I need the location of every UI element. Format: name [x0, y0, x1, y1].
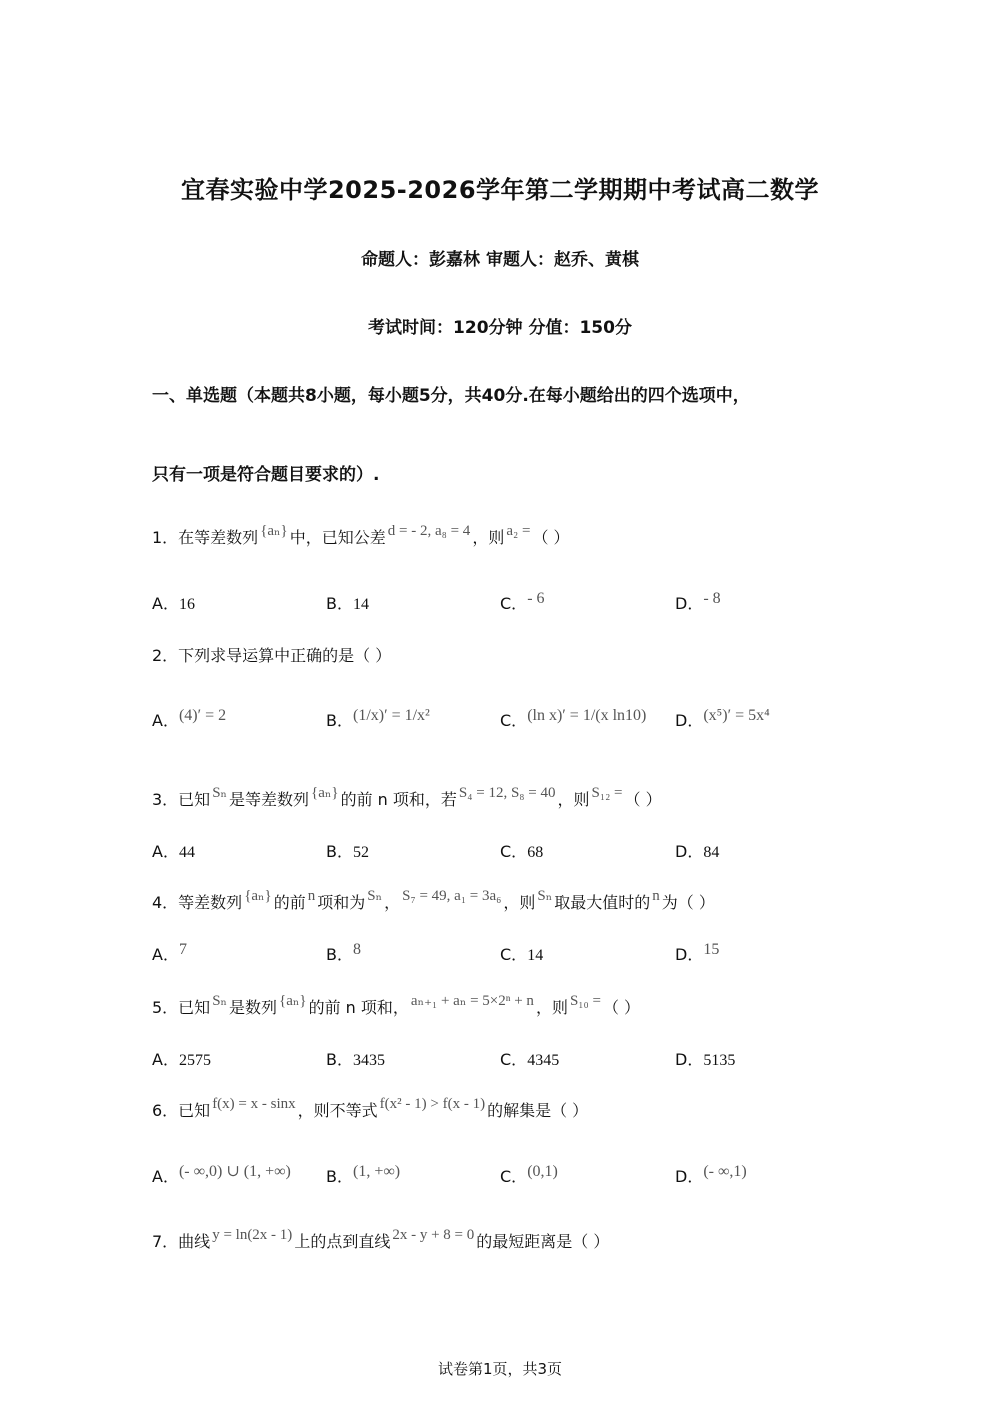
q2-text: 2．下列求导运算中正确的是（ ） [152, 646, 392, 665]
authors-line: 命题人：彭嘉林 审题人：赵乔、黄棋 [361, 250, 639, 270]
q5-option-c: C．4345 [500, 1050, 560, 1069]
q4-option-b: B．8 [326, 941, 361, 964]
q1-text-d: （ ） [532, 528, 570, 547]
q6-option-d: D．(- ∞,1) [675, 1163, 747, 1186]
q6-option-c: C．(0,1) [500, 1163, 558, 1186]
q2-option-d: D．(x⁵)′ = 5x⁴ [675, 707, 770, 730]
question-6: 6．已知 f(x) = x - sinx ，则不等式 f(x² - 1) > f(x - 1) 的解集是（ ） [152, 1096, 589, 1120]
q3-option-a: A．44 [152, 842, 195, 861]
exam-title: 宜春实验中学2025-2026学年第二学期期中考试高二数学 [180, 176, 820, 204]
q2-option-b: B．(1/x)′ = 1/x² [326, 707, 430, 730]
q4-option-c: C．14 [500, 945, 544, 964]
q6-option-b: B．(1, +∞) [326, 1163, 401, 1186]
question-5: 5．已知 Sₙ 是数列 {aₙ} 的前 n 项和， aₙ₊₁ + aₙ = 5×2ⁿ + n ，则 S₁₀ = （ ） [152, 993, 641, 1017]
page-footer: 试卷第1页，共3页 [437, 1360, 563, 1378]
q1-option-b: B．14 [326, 594, 369, 613]
q5-option-b: B．3435 [326, 1050, 385, 1069]
q1-text-b: 中，已知公差 [289, 528, 386, 547]
question-3: 3．已知 Sₙ 是等差数列 {aₙ} 的前 n 项和，若 S₄ = 12, S₈ = 40 ，则 S₁₂ = （ ） [152, 785, 662, 809]
q2-option-c: C．(ln x)′ = 1/(x ln10) [500, 707, 647, 730]
section-heading-line2: 只有一项是符合题目要求的）. [152, 465, 380, 485]
q5-option-a: A．2575 [152, 1050, 211, 1069]
q4-option-a: A．7 [152, 941, 187, 964]
exam-info-line: 考试时间：120分钟 分值：150分 [368, 318, 632, 338]
q1-option-a: A．16 [152, 594, 195, 613]
q1-text-a: 1．在等差数列 [152, 528, 259, 547]
section-heading-line1: 一、单选题（本题共8小题，每小题5分，共40分.在每小题给出的四个选项中， [152, 386, 750, 406]
q1-math-a: {aₙ} [260, 523, 288, 539]
question-2 [152, 643, 391, 666]
q1-option-d: D．- 8 [675, 590, 721, 613]
q1-option-c: C．- 6 [500, 590, 545, 613]
q1-math-c: a₂ = [506, 523, 531, 539]
question-1 [152, 525, 570, 548]
q6-option-a: A．(- ∞,0) ∪ (1, +∞) [152, 1163, 291, 1186]
q3-option-c: C．68 [500, 842, 544, 861]
question-7: 7．曲线 y = ln(2x - 1) 上的点到直线 2x - y + 8 = 0 的最短距离是（ ） [152, 1227, 610, 1251]
q2-option-a: A．(4)′ = 2 [152, 707, 227, 730]
q4-option-d: D．15 [675, 941, 720, 964]
q5-option-d: D．5135 [675, 1050, 736, 1069]
q1-math-b: d = - 2, a₈ = 4 [387, 523, 471, 539]
q3-option-d: D．84 [675, 842, 720, 861]
question-4: 4．等差数列 {aₙ} 的前 n 项和为 Sₙ ， S₇ = 49, a₁ = 3a₆ ，则 Sₙ 取最大值时的 n 为（ ） [152, 888, 715, 912]
q1-text-c: ，则 [472, 528, 505, 547]
q3-option-b: B．52 [326, 842, 369, 861]
